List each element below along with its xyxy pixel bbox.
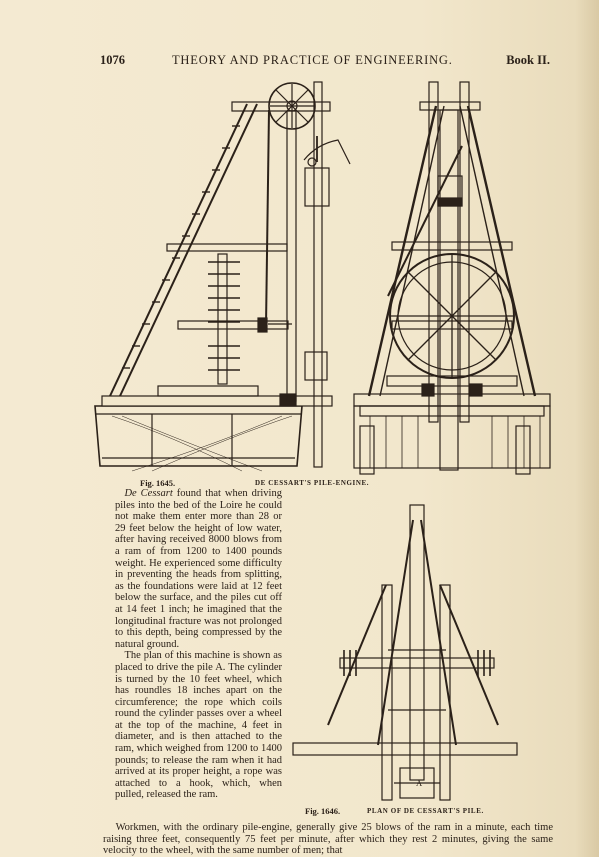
figure-1646-label-a: A [416, 778, 423, 788]
figure-1646-number: Fig. 1646. [305, 806, 341, 816]
figure-1645-number: Fig. 1645. [140, 478, 176, 488]
front-elevation [354, 82, 550, 474]
figure-1646-title: PLAN OF DE CESSART'S PILE. [367, 807, 484, 815]
side-elevation [95, 82, 350, 471]
running-title: THEORY AND PRACTICE OF ENGINEERING. [172, 53, 453, 67]
author-name: De Cessart [124, 488, 173, 499]
body-full-width [103, 822, 553, 857]
paragraph-3: Workmen, with the ordinary pile-engine, generally give 25 blows of the ram in a minute, each time raising three feet, consequently 75 feet per minute, after which they rest 2 minutes, giving the same velocity to the wheel, with the same number of men; that [103, 822, 553, 857]
figure-1645-title: DE CESSART'S PILE-ENGINE. [255, 479, 370, 487]
book-label: Book II. [506, 53, 550, 67]
page-number: 1076 [100, 53, 125, 67]
paragraph-1-text: found that when driving piles into the bed of the Loire he could not make them enter more than 28 or 29 feet below the height of low water, after having received 8000 blows from a ram of from 1200 to 1400 pounds weight. He experienced some difficulty in preventing the heads from splitting, as the foundations were laid at 12 feet below the surface, and the piles cut off at 14 feet 1 inch; he imagined that the longitudinal fracture was not prolonged to this depth, being compressed by the natural ground. [115, 488, 282, 650]
body-column [115, 488, 282, 801]
paragraph-2: The plan of this machine is shown as placed to drive the pile A. The cylinder is turned by the 10 feet wheel, which has roundles 18 inches apart on the circumference; the rope which coils round the cylinder passes over a wheel at the top of the machine, 4 feet in diameter, and is then attached to the ram, which weighed from 1200 to 1400 pounds; to release the ram when it had arrived at its proper height, a rope was attached to a hook, which, when pulled, released the ram. [115, 650, 282, 801]
paragraph-de-cessart [115, 488, 282, 650]
figure-1645-engraving [92, 76, 554, 478]
running-header [100, 50, 550, 70]
figure-1646-engraving [288, 500, 520, 802]
